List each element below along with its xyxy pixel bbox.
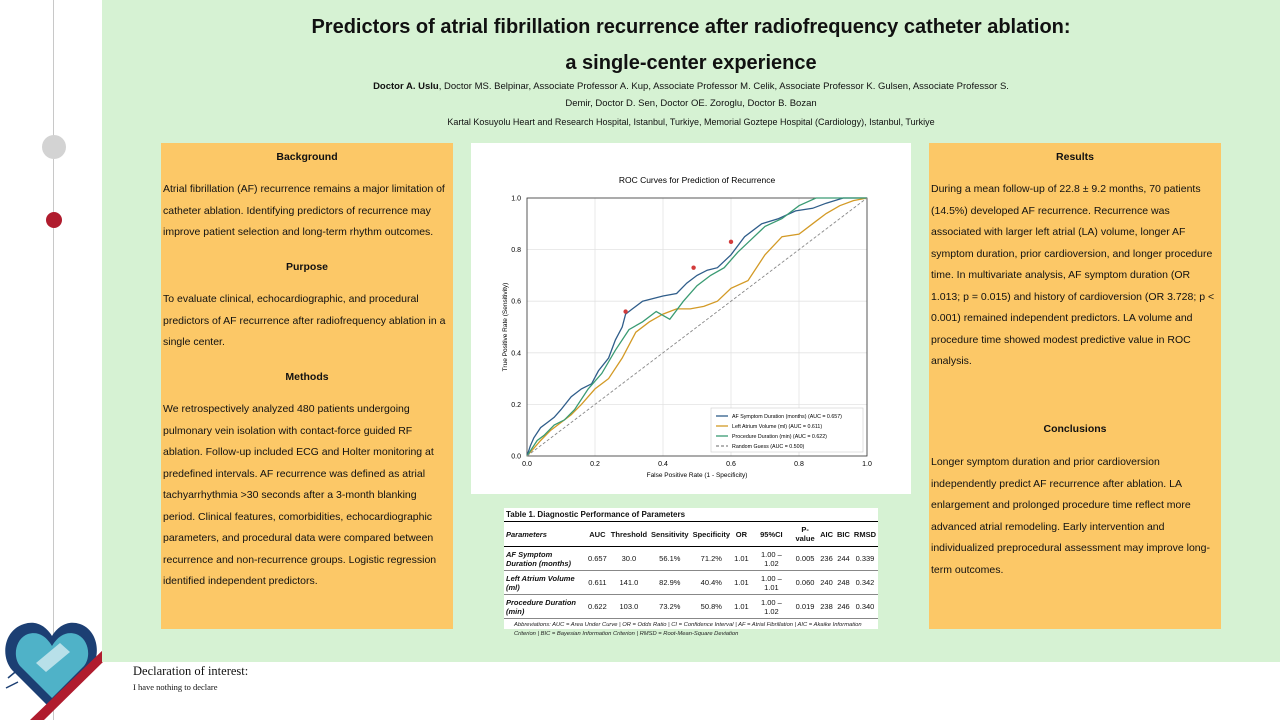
y-tick-label: 1.0 <box>511 195 521 203</box>
y-tick-label: 0.6 <box>511 298 521 306</box>
chart-title: ROC Curves for Prediction of Recurrence <box>618 175 776 185</box>
table-cell: 0.622 <box>586 595 609 619</box>
legend-label: AF Symptom Duration (months) (AUC = 0.657) <box>732 414 842 420</box>
optimal-point <box>729 240 733 244</box>
title-line-2: a single-center experience <box>565 52 817 74</box>
declaration-heading: Declaration of interest: <box>133 664 249 678</box>
affiliations: Kartal Kosuyolu Heart and Research Hospital, Istanbul, Turkiye, Memorial Goztepe Hospital (Cardiology), Istanbul, Turkiye <box>447 117 935 127</box>
methods-heading: Methods <box>285 371 329 383</box>
table-cell: 30.0 <box>609 547 649 571</box>
right-column-panel <box>929 143 1221 629</box>
timeline-dot-red <box>46 212 62 228</box>
table-cell: 56.1% <box>649 547 691 571</box>
diagnostic-table-container <box>504 508 878 637</box>
table-header: OR <box>732 522 751 547</box>
table-row <box>504 547 878 571</box>
legend-label: Procedure Duration (min) (AUC = 0.622) <box>732 434 827 440</box>
other-authors: , Doctor MS. Belpinar, Associate Professor A. Kup, Associate Professor M. Celik, Associate Professor K. Gulsen, Associate Professor S. Demir, Doctor D. Sen, Doctor OE. Zoroglu, Doctor B. Bozan <box>438 81 1009 109</box>
table-header: Threshold <box>609 522 649 547</box>
table-cell: 40.4% <box>691 571 733 595</box>
x-tick-label: 0.2 <box>590 461 600 468</box>
table-cell: 0.005 <box>792 547 818 571</box>
table-cell: AF Symptom Duration (months) <box>504 547 586 571</box>
x-tick-label: 0.0 <box>522 461 532 468</box>
table-cell: 240 <box>818 571 835 595</box>
table-cell: 1.00 – 1.02 <box>751 595 792 619</box>
roc-figure <box>471 143 911 494</box>
table-header: 95%CI <box>751 522 792 547</box>
table-header: Specificity <box>691 522 733 547</box>
table-cell: 82.9% <box>649 571 691 595</box>
table-cell: 71.2% <box>691 547 733 571</box>
table-header: P-value <box>792 522 818 547</box>
conclusions-heading: Conclusions <box>1043 423 1107 435</box>
table-cell: 246 <box>835 595 852 619</box>
purpose-heading: Purpose <box>285 261 328 273</box>
table-cell: 141.0 <box>609 571 649 595</box>
table-cell: 236 <box>818 547 835 571</box>
optimal-point <box>623 309 627 313</box>
table-cell: Procedure Duration (min) <box>504 595 586 619</box>
table-cell: 0.340 <box>852 595 878 619</box>
poster-title <box>102 10 1280 80</box>
roc-chart <box>471 143 911 494</box>
table-header: AUC <box>586 522 609 547</box>
y-tick-label: 0.2 <box>511 401 521 409</box>
timeline-dot-grey <box>42 135 66 159</box>
background-text: Atrial fibrillation (AF) recurrence remains a major limitation of catheter ablation. Identifying predictors of recurrence may improve patient selection and long-term rhythm outcomes. <box>163 183 445 238</box>
table-cell: 0.657 <box>586 547 609 571</box>
x-tick-label: 0.6 <box>726 461 736 468</box>
legend-label: Random Guess (AUC = 0.500) <box>732 444 805 450</box>
table-cell: 244 <box>835 547 852 571</box>
background-heading: Background <box>276 151 338 163</box>
table-cell: Left Atrium Volume (ml) <box>504 571 586 595</box>
x-tick-label: 1.0 <box>862 461 872 468</box>
declaration-of-interest <box>133 664 248 692</box>
x-axis-label: False Positive Rate (1 - Specificity) <box>646 472 748 479</box>
table-cell: 248 <box>835 571 852 595</box>
table-row <box>504 571 878 595</box>
table-cell: 73.2% <box>649 595 691 619</box>
optimal-point <box>691 265 695 269</box>
first-author: Doctor A. Uslu <box>373 81 439 92</box>
table-cell: 0.342 <box>852 571 878 595</box>
diagnostic-table <box>504 522 878 619</box>
table-cell: 1.01 <box>732 571 751 595</box>
table-header: AIC <box>818 522 835 547</box>
table-cell: 0.019 <box>792 595 818 619</box>
table-cell: 1.01 <box>732 595 751 619</box>
table-cell: 0.060 <box>792 571 818 595</box>
table-cell: 0.339 <box>852 547 878 571</box>
table-cell: 103.0 <box>609 595 649 619</box>
table-header: Parameters <box>504 522 586 547</box>
conclusions-text: Longer symptom duration and prior cardioversion independently predict AF recurrence after ablation. LA enlargement and prolonged procedure time reflect more advanced atrial remodeling. Early intervention and individualized preprocedural assessment may improve long-term outcomes. <box>931 456 1210 576</box>
y-tick-label: 0.8 <box>511 247 521 255</box>
x-tick-label: 0.8 <box>794 461 804 468</box>
y-axis-label: True Positive Rate (Sensitivity) <box>502 282 509 372</box>
table-abbreviations: Abbreviations: AUC = Area Under Curve | OR = Odds Ratio | CI = Confidence Interval | AF = Atrial Fibrillation | AIC = Akaike Information Criterion | BIC = Bayesian Information Criterion | RMSD = Root-Mean-Square Deviation <box>514 622 862 637</box>
heart-logo-icon <box>0 608 105 720</box>
left-column-panel <box>161 143 453 629</box>
table-header: RMSD <box>852 522 878 547</box>
y-tick-label: 0.4 <box>511 350 521 358</box>
methods-text: We retrospectively analyzed 480 patients undergoing pulmonary vein isolation with contact-force guided RF ablation. Follow-up included ECG and Holter monitoring at predefined intervals. AF recurrence was defined as atrial tachyarrhythmia >30 seconds after a 3-month blanking period. Clinical features, comorbidities, echocardiographic parameters, and procedural data were compared between recurrence and non-recurrence groups. Logistic regression identified independent predictors. <box>163 403 437 587</box>
left-sidebar <box>0 0 102 720</box>
table-cell: 50.8% <box>691 595 733 619</box>
table-header: BIC <box>835 522 852 547</box>
x-tick-label: 0.4 <box>658 461 668 468</box>
table-row <box>504 595 878 619</box>
table-cell: 0.611 <box>586 571 609 595</box>
declaration-text: I have nothing to declare <box>133 682 218 692</box>
table-header: Sensitivity <box>649 522 691 547</box>
results-text: During a mean follow-up of 22.8 ± 9.2 months, 70 patients (14.5%) developed AF recurrence. Recurrence was associated with larger left atrial (LA) volume, longer AF symptom duration, prior cardioversion, and longer procedure time. In multivariate analysis, AF symptom duration (OR 1.013; p = 0.015) and history of cardioversion (OR 3.728; p < 0.001) remained independent predictors. LA volume and procedure time showed modest predictive value in ROC analysis. <box>931 183 1215 367</box>
table-title: Table 1. Diagnostic Performance of Parameters <box>504 508 878 522</box>
title-line-1: Predictors of atrial fibrillation recurrence after radiofrequency catheter ablation: <box>311 16 1071 38</box>
table-cell: 1.00 – 1.02 <box>751 547 792 571</box>
legend-label: Left Atrium Volume (ml) (AUC = 0.611) <box>732 424 823 430</box>
results-heading: Results <box>1056 151 1094 163</box>
y-tick-label: 0.0 <box>511 453 521 461</box>
table-cell: 1.01 <box>732 547 751 571</box>
table-cell: 1.00 – 1.01 <box>751 571 792 595</box>
purpose-text: To evaluate clinical, echocardiographic, and procedural predictors of AF recurrence after radiofrequency ablation in a single center. <box>163 293 446 348</box>
table-cell: 238 <box>818 595 835 619</box>
author-list <box>362 78 1020 112</box>
table-header-row <box>504 522 878 547</box>
